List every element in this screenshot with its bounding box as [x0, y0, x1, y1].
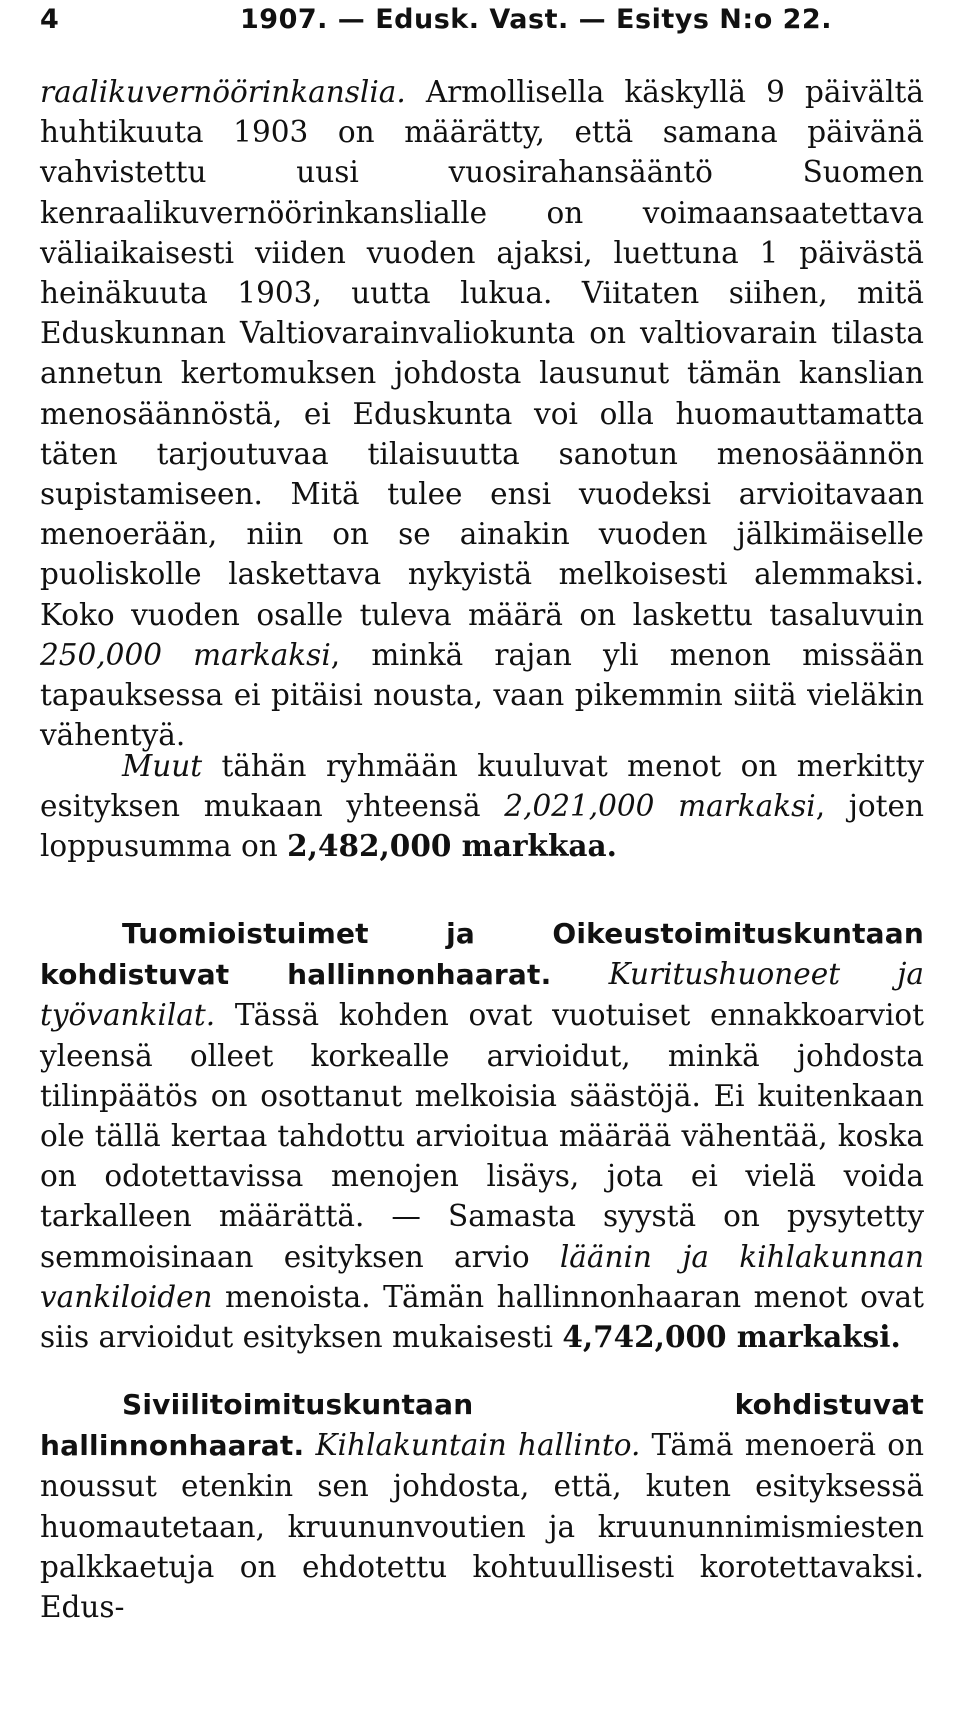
italic-subheading: Kihlakuntain hallinto.: [304, 1428, 641, 1463]
italic-amount: 2,021,000 markaksi: [504, 789, 816, 824]
paragraph-kanslia: [40, 72, 924, 755]
italic-amount: 250,000 markaksi: [40, 637, 331, 672]
italic-term: raalikuvernöörinkanslia.: [40, 75, 406, 109]
body-text: Tässä kohden ovat vuotuiset ennakkoarviot yleensä olleet korkealle arvioidut, minkä johdosta tilinpäätös on osottanut melkoisia säästöjä. Ei kuitenkaan ole tällä kertaa tahdottu arvioitua määrää vähentää, koska on odotettavissa menojen lisäys, jota ei vielä voida tarkalleen määrättä. — Samasta syystä on pysytetty semmoisinaan esityksen arvio: [40, 998, 924, 1274]
page-number: 4: [40, 4, 59, 35]
section-heading: Tuomioistuimet ja Oikeustoimituskuntaan kohdistuvat hallinnonhaarat.: [40, 917, 924, 992]
body-text: menoista. Tämän hallinnonhaaran menot ovat siis arvioidut esityksen mukaisesti: [40, 1279, 924, 1355]
bold-total: 2,482,000 markkaa.: [287, 828, 617, 864]
section-heading: Siviilitoimituskuntaan kohdistuvat hallinnonhaarat.: [40, 1388, 924, 1463]
paragraph-tuomioistuimet: [40, 913, 924, 1357]
document-page: [40, 0, 924, 1625]
running-title: 1907. — Edusk. Vast. — Esitys N:o 22.: [240, 4, 832, 35]
body-text: Armollisella käskyllä 9 päivältä huhtikuuta 1903 on määrätty, että samana päivänä vahvistettu uusi vuosirahansääntö Suomen kenraalikuvernöörinkanslialle on voimaansaatettava väliaikaisesti viiden vuoden ajaksi, luettuna 1 päivästä heinäkuuta 1903, uutta lukua. Viitaten siihen, mitä Eduskunnan Valtiovarainvaliokunta on valtiovarain tilasta annetun kertomuksen johdosta lausunut tämän kanslian menosäännöstä, ei Eduskunta voi olla huomauttamatta täten tarjoutuvaa tilaisuutta sanotun menosäännön supistamiseen. Mitä tulee ensi vuodeksi arvioitavaan menoerään, niin on se ainakin vuoden jälkimäiselle puoliskolle laskettava nykyistä melkoisesti alemmaksi. Koko vuoden osalle tuleva määrä on laskettu tasaluvuin: [40, 75, 924, 632]
italic-term: läänin ja kihlakunnan vankiloiden: [40, 1239, 924, 1314]
body-text: Tämä menoerä on noussut etenkin sen johdosta, että, kuten esityksessä huomautetaan, kruununvoutien ja kruununnimismiesten palkkaetuja on ehdotettu kohtuullisesti korotettavaksi. Edus-: [40, 1428, 924, 1625]
body-text: , minkä rajan yli menon missään tapauksessa ei pitäisi nousta, vaan pikemmin siitä vieläkin vähentyä.: [40, 637, 924, 753]
page-header: [40, 0, 924, 50]
body-text: , joten loppusumma on: [40, 789, 924, 864]
bold-total: 4,742,000 markaksi.: [562, 1319, 901, 1355]
paragraph-siviilitoimituskunta: [40, 1384, 924, 1627]
body-text: tähän ryhmään kuuluvat menot on merkitty esityksen mukaan yhteensä: [40, 749, 924, 824]
paragraph-muut: [40, 746, 924, 867]
italic-subheading: Kuritushuoneet ja työvankilat.: [40, 957, 924, 1033]
italic-term: Muut: [122, 749, 203, 783]
